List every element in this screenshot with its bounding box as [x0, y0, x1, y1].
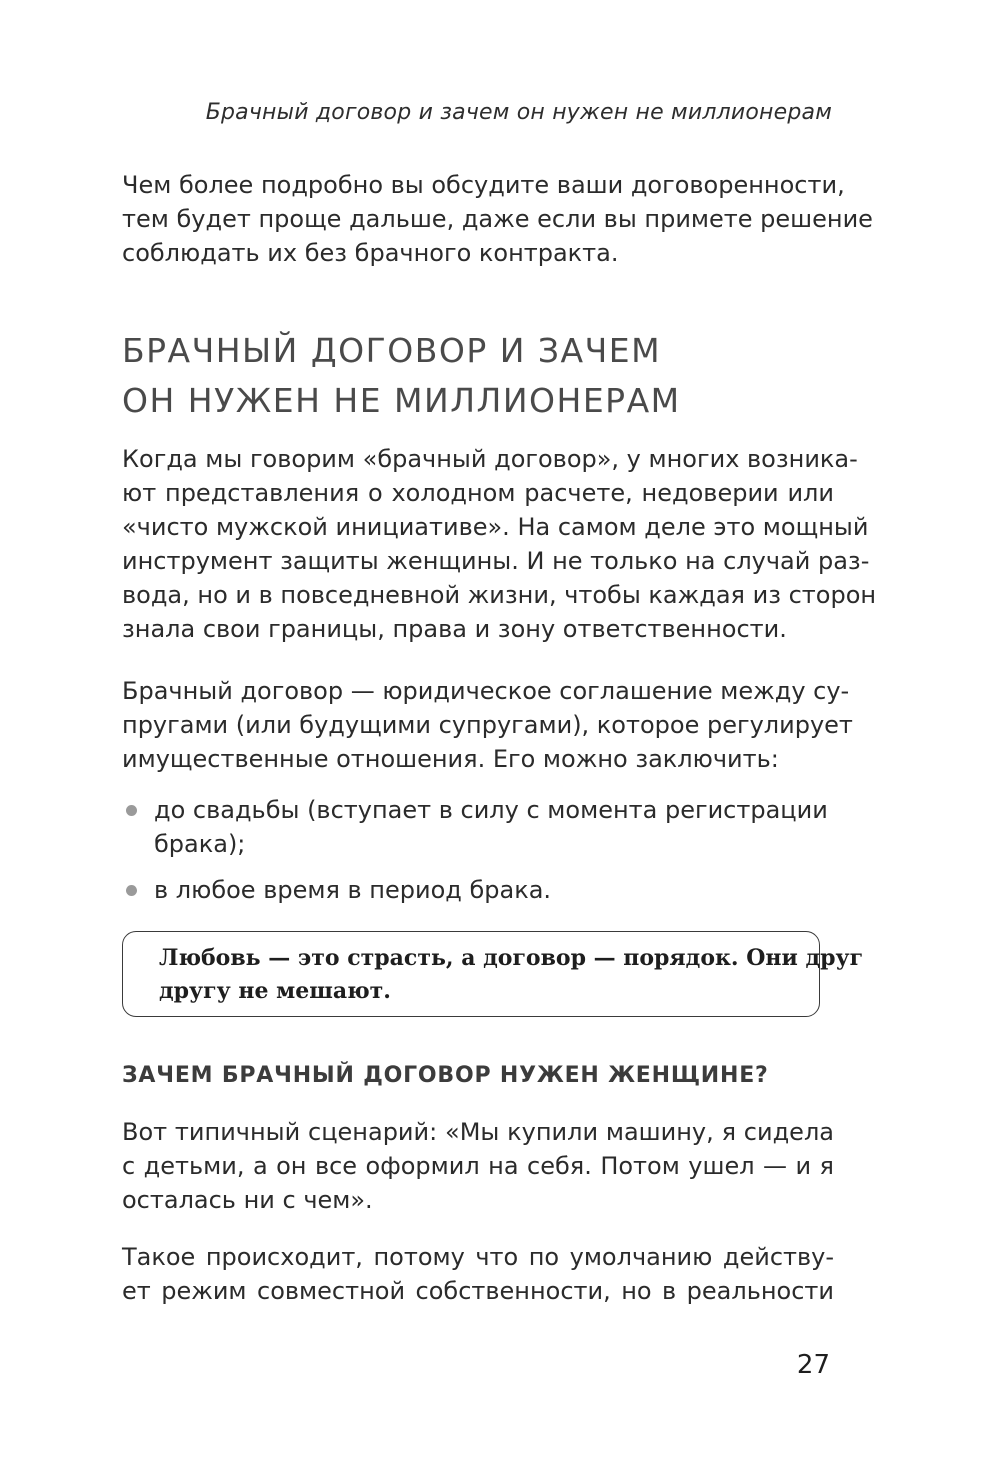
text-line: Любовь — это страсть, а договор — порядок. Они друг	[159, 945, 864, 971]
bullet-icon	[126, 805, 137, 816]
text-line: Вот типичный сценарий: «Мы купили машину, я сидела	[122, 1118, 834, 1146]
text-line: до свадьбы (вступает в силу с момента регистрации	[154, 796, 828, 824]
page-number: 27	[796, 1350, 830, 1380]
text-line: инструмент защиты женщины. И не только на случай раз-	[122, 547, 870, 575]
running-header: Брачный договор и зачем он нужен не миллионерам	[205, 100, 832, 125]
subheading: ЗАЧЕМ БРАЧНЫЙ ДОГОВОР НУЖЕН ЖЕНЩИНЕ?	[122, 1063, 769, 1088]
text-line: осталась ни с чем».	[122, 1186, 373, 1214]
text-line: знала свои границы, права и зону ответственности.	[122, 615, 787, 643]
callout-box	[122, 931, 864, 1017]
heading-line: БРАЧНЫЙ ДОГОВОР И ЗАЧЕМ	[122, 331, 662, 370]
paragraph-1	[122, 442, 877, 646]
list-item	[122, 793, 834, 861]
text-line: пругами (или будущими супругами), которое регулирует	[122, 711, 853, 739]
text-line: брака);	[154, 830, 246, 858]
bullet-icon	[126, 885, 137, 896]
text-line: ет режим совместной собственности, но в реальности	[122, 1277, 834, 1305]
text-line: ют представления о холодном расчете, недоверии или	[122, 479, 834, 507]
callout-text	[159, 942, 864, 1008]
paragraph-4	[122, 1240, 834, 1308]
text-line: соблюдать их без брачного контракта.	[122, 239, 619, 267]
text-line: «чисто мужской инициативе». На самом деле это мощный	[122, 513, 869, 541]
text-line: Брачный договор — юридическое соглашение между су-	[122, 677, 850, 705]
intro-paragraph	[122, 168, 873, 270]
text-line: Когда мы говорим «брачный договор», у многих возника-	[122, 445, 858, 473]
text-line: Такое происходит, потому что по умолчанию действу-	[122, 1243, 834, 1271]
list-item	[122, 873, 834, 907]
text-line: тем будет проще дальше, даже если вы примете решение	[122, 205, 873, 233]
text-line: с детьми, а он все оформил на себя. Потом ушел — и я	[122, 1152, 834, 1180]
section-heading	[122, 326, 681, 426]
text-line: другу не мешают.	[159, 978, 391, 1004]
heading-line: ОН НУЖЕН НЕ МИЛЛИОНЕРАМ	[122, 381, 681, 420]
text-line: Чем более подробно вы обсудите ваши договоренности,	[122, 171, 845, 199]
text-line: в любое время в период брака.	[154, 876, 552, 904]
text-line: имущественные отношения. Его можно заключить:	[122, 745, 779, 773]
paragraph-2	[122, 674, 853, 776]
paragraph-3	[122, 1115, 834, 1217]
bullet-list	[122, 793, 834, 907]
text-line: вода, но и в повседневной жизни, чтобы каждая из сторон	[122, 581, 877, 609]
